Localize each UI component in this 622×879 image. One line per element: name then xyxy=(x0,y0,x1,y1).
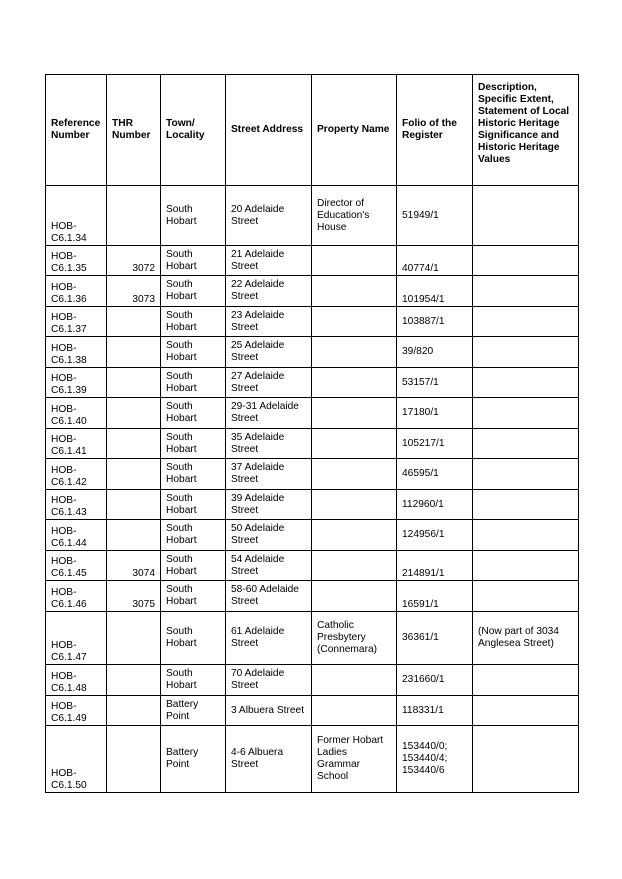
reference-number-cell: HOB-C6.1.50 xyxy=(46,726,107,793)
property-name-cell xyxy=(312,307,397,337)
town-cell: South Hobart xyxy=(161,665,226,696)
property-name-cell xyxy=(312,398,397,429)
folio-cell: 17180/1 xyxy=(397,398,473,429)
property-name-cell: Former Hobart Ladies Grammar School xyxy=(312,726,397,793)
thr-number-cell: 3073 xyxy=(107,276,161,307)
street-address-cell: 39 Adelaide Street xyxy=(226,490,312,520)
header-reference-number: Reference Number xyxy=(46,75,107,186)
description-cell xyxy=(473,581,579,612)
reference-number-cell: HOB-C6.1.38 xyxy=(46,337,107,368)
town-cell: South Hobart xyxy=(161,398,226,429)
description-cell xyxy=(473,337,579,368)
town-cell: South Hobart xyxy=(161,368,226,398)
description-cell xyxy=(473,429,579,459)
town-cell: South Hobart xyxy=(161,459,226,490)
table-row xyxy=(46,368,579,398)
folio-cell: 39/820 xyxy=(397,337,473,368)
town-cell: South Hobart xyxy=(161,307,226,337)
table-row xyxy=(46,337,579,368)
folio-cell: 36361/1 xyxy=(397,612,473,665)
town-cell: South Hobart xyxy=(161,581,226,612)
thr-number-cell xyxy=(107,429,161,459)
description-cell xyxy=(473,490,579,520)
description-cell xyxy=(473,696,579,726)
reference-number-cell: HOB-C6.1.47 xyxy=(46,612,107,665)
table-row xyxy=(46,459,579,490)
street-address-cell: 70 Adelaide Street xyxy=(226,665,312,696)
folio-cell: 153440/0; 153440/4; 153440/6 xyxy=(397,726,473,793)
street-address-cell: 4-6 Albuera Street xyxy=(226,726,312,793)
description-cell: (Now part of 3034 Anglesea Street) xyxy=(473,612,579,665)
reference-number-cell: HOB-C6.1.43 xyxy=(46,490,107,520)
table-row xyxy=(46,581,579,612)
town-cell: South Hobart xyxy=(161,612,226,665)
reference-number-cell: HOB-C6.1.34 xyxy=(46,186,107,246)
reference-number-cell: HOB-C6.1.42 xyxy=(46,459,107,490)
town-cell: South Hobart xyxy=(161,551,226,581)
street-address-cell: 23 Adelaide Street xyxy=(226,307,312,337)
street-address-cell: 3 Albuera Street xyxy=(226,696,312,726)
town-cell: Battery Point xyxy=(161,726,226,793)
description-cell xyxy=(473,398,579,429)
street-address-cell: 35 Adelaide Street xyxy=(226,429,312,459)
description-cell xyxy=(473,520,579,551)
thr-number-cell xyxy=(107,726,161,793)
property-name-cell xyxy=(312,429,397,459)
thr-number-cell xyxy=(107,520,161,551)
reference-number-cell: HOB-C6.1.44 xyxy=(46,520,107,551)
thr-number-cell xyxy=(107,337,161,368)
folio-cell: 118331/1 xyxy=(397,696,473,726)
description-cell xyxy=(473,246,579,276)
folio-cell: 231660/1 xyxy=(397,665,473,696)
description-cell xyxy=(473,368,579,398)
reference-number-cell: HOB-C6.1.37 xyxy=(46,307,107,337)
property-name-cell xyxy=(312,276,397,307)
table-row xyxy=(46,490,579,520)
town-cell: South Hobart xyxy=(161,186,226,246)
town-cell: South Hobart xyxy=(161,490,226,520)
property-name-cell xyxy=(312,246,397,276)
street-address-cell: 21 Adelaide Street xyxy=(226,246,312,276)
description-cell xyxy=(473,665,579,696)
header-folio: Folio of the Register xyxy=(397,75,473,186)
table-row xyxy=(46,520,579,551)
thr-number-cell xyxy=(107,459,161,490)
thr-number-cell xyxy=(107,612,161,665)
street-address-cell: 22 Adelaide Street xyxy=(226,276,312,307)
property-name-cell xyxy=(312,551,397,581)
header-town-locality: Town/ Locality xyxy=(161,75,226,186)
table-row xyxy=(46,276,579,307)
reference-number-cell: HOB-C6.1.40 xyxy=(46,398,107,429)
thr-number-cell: 3075 xyxy=(107,581,161,612)
table-row xyxy=(46,726,579,793)
thr-number-cell: 3074 xyxy=(107,551,161,581)
heritage-register-table xyxy=(45,74,579,793)
street-address-cell: 29-31 Adelaide Street xyxy=(226,398,312,429)
street-address-cell: 27 Adelaide Street xyxy=(226,368,312,398)
town-cell: South Hobart xyxy=(161,429,226,459)
reference-number-cell: HOB-C6.1.45 xyxy=(46,551,107,581)
property-name-cell xyxy=(312,490,397,520)
header-thr-number: THR Number xyxy=(107,75,161,186)
thr-number-cell xyxy=(107,307,161,337)
town-cell: South Hobart xyxy=(161,246,226,276)
folio-cell: 46595/1 xyxy=(397,459,473,490)
thr-number-cell: 3072 xyxy=(107,246,161,276)
folio-cell: 112960/1 xyxy=(397,490,473,520)
thr-number-cell xyxy=(107,665,161,696)
folio-cell: 103887/1 xyxy=(397,307,473,337)
street-address-cell: 54 Adelaide Street xyxy=(226,551,312,581)
town-cell: Battery Point xyxy=(161,696,226,726)
thr-number-cell xyxy=(107,490,161,520)
description-cell xyxy=(473,459,579,490)
folio-cell: 214891/1 xyxy=(397,551,473,581)
table-row xyxy=(46,307,579,337)
property-name-cell: Catholic Presbytery (Connemara) xyxy=(312,612,397,665)
property-name-cell xyxy=(312,520,397,551)
folio-cell: 124956/1 xyxy=(397,520,473,551)
street-address-cell: 50 Adelaide Street xyxy=(226,520,312,551)
table-row xyxy=(46,665,579,696)
folio-cell: 40774/1 xyxy=(397,246,473,276)
folio-cell: 101954/1 xyxy=(397,276,473,307)
street-address-cell: 58-60 Adelaide Street xyxy=(226,581,312,612)
thr-number-cell xyxy=(107,696,161,726)
reference-number-cell: HOB-C6.1.41 xyxy=(46,429,107,459)
folio-cell: 53157/1 xyxy=(397,368,473,398)
table-row xyxy=(46,551,579,581)
header-property-name: Property Name xyxy=(312,75,397,186)
description-cell xyxy=(473,186,579,246)
reference-number-cell: HOB-C6.1.46 xyxy=(46,581,107,612)
header-row xyxy=(46,75,579,186)
property-name-cell xyxy=(312,581,397,612)
header-description: Description, Specific Extent, Statement of Local Historic Heritage Significance and Historic Heritage Values xyxy=(473,75,579,186)
property-name-cell xyxy=(312,459,397,490)
reference-number-cell: HOB-C6.1.35 xyxy=(46,246,107,276)
street-address-cell: 25 Adelaide Street xyxy=(226,337,312,368)
property-name-cell xyxy=(312,337,397,368)
street-address-cell: 20 Adelaide Street xyxy=(226,186,312,246)
thr-number-cell xyxy=(107,368,161,398)
town-cell: South Hobart xyxy=(161,276,226,307)
description-cell xyxy=(473,726,579,793)
table-row xyxy=(46,398,579,429)
folio-cell: 105217/1 xyxy=(397,429,473,459)
reference-number-cell: HOB-C6.1.49 xyxy=(46,696,107,726)
table-row xyxy=(46,429,579,459)
description-cell xyxy=(473,276,579,307)
thr-number-cell xyxy=(107,398,161,429)
town-cell: South Hobart xyxy=(161,337,226,368)
property-name-cell: Director of Education's House xyxy=(312,186,397,246)
town-cell: South Hobart xyxy=(161,520,226,551)
thr-number-cell xyxy=(107,186,161,246)
table-row xyxy=(46,696,579,726)
folio-cell: 16591/1 xyxy=(397,581,473,612)
table-row xyxy=(46,246,579,276)
table-row xyxy=(46,186,579,246)
description-cell xyxy=(473,551,579,581)
reference-number-cell: HOB-C6.1.36 xyxy=(46,276,107,307)
street-address-cell: 61 Adelaide Street xyxy=(226,612,312,665)
property-name-cell xyxy=(312,696,397,726)
folio-cell: 51949/1 xyxy=(397,186,473,246)
description-cell xyxy=(473,307,579,337)
header-street-address: Street Address xyxy=(226,75,312,186)
property-name-cell xyxy=(312,665,397,696)
reference-number-cell: HOB-C6.1.48 xyxy=(46,665,107,696)
property-name-cell xyxy=(312,368,397,398)
reference-number-cell: HOB-C6.1.39 xyxy=(46,368,107,398)
table-row xyxy=(46,612,579,665)
street-address-cell: 37 Adelaide Street xyxy=(226,459,312,490)
